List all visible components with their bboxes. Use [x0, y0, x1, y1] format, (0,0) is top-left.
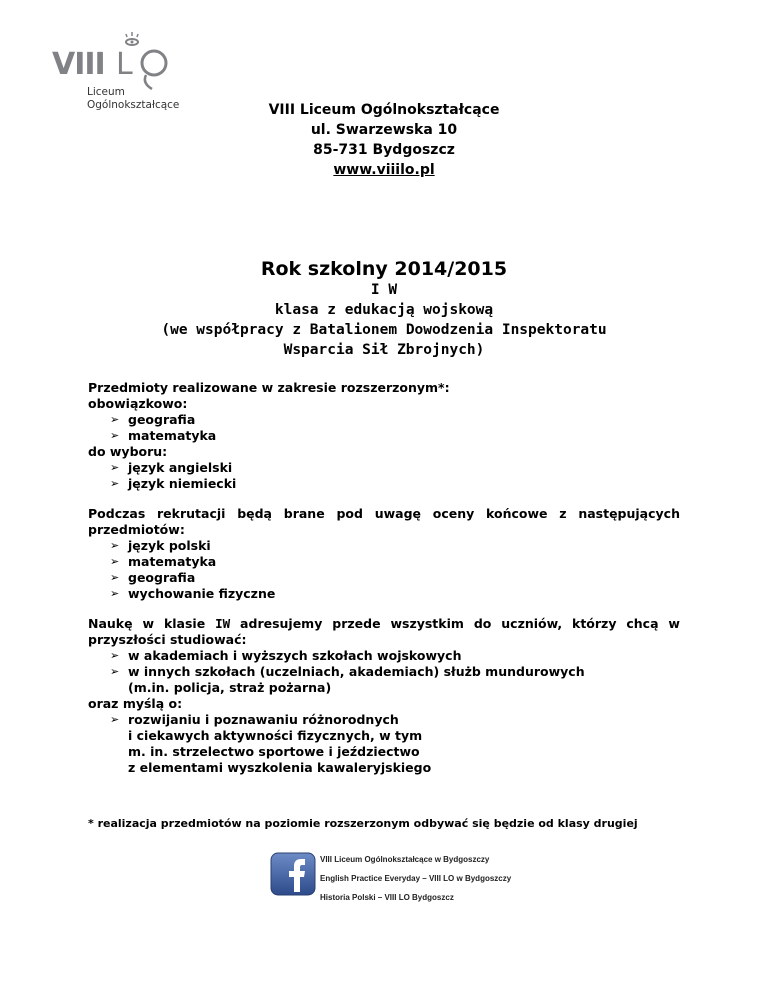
school-city: 85-731 Bydgoszcz	[313, 142, 455, 158]
class-profile: klasa z edukacją wojskową	[274, 302, 494, 318]
cooperation-line2: Wsparcia Sił Zbrojnych)	[283, 342, 485, 358]
also-cont-2: m. in. strzelectwo sportowe i jeździectwo	[128, 744, 420, 759]
extended-subjects-section	[88, 380, 680, 492]
also-list	[88, 712, 680, 728]
school-year: Rok szkolny 2014/2015	[260, 258, 508, 280]
school-name: VIII Liceum Ogólnokształcące	[268, 102, 500, 118]
arrow-bullet-icon: ➢	[110, 571, 120, 584]
viiilo-logo-icon	[50, 30, 220, 90]
arrow-bullet-icon: ➢	[110, 539, 120, 552]
facebook-link-3[interactable]: Historia Polski – VIII LO Bydgoszcz	[320, 893, 454, 902]
choice-list	[88, 460, 680, 492]
facebook-icon[interactable]	[270, 852, 316, 896]
list-item: ➢ w akademiach i wyższych szkołach wojskowych	[110, 648, 462, 663]
mandatory-label: obowiązkowo:	[88, 396, 188, 411]
arrow-bullet-icon: ➢	[110, 461, 120, 474]
footnote: * realizacja przedmiotów na poziomie rozszerzonym odbywać się będzie od klasy drugiej	[88, 817, 638, 830]
recruitment-section	[88, 506, 680, 602]
target-section	[88, 616, 680, 776]
list-item: ➢ język niemiecki	[110, 476, 237, 491]
arrow-bullet-icon: ➢	[110, 713, 120, 726]
extended-heading: Przedmioty realizowane w zakresie rozszerzonym*:	[88, 380, 450, 395]
title-block	[0, 258, 768, 360]
arrow-bullet-icon: ➢	[110, 587, 120, 600]
class-name: I W	[370, 282, 398, 298]
arrow-bullet-icon: ➢	[110, 429, 120, 442]
study-list	[88, 648, 680, 680]
logo-sub-line2: Ogólnokształcące	[87, 99, 180, 111]
arrow-bullet-icon: ➢	[110, 555, 120, 568]
school-header	[0, 100, 768, 180]
list-item: ➢ matematyka	[110, 428, 217, 443]
list-item: ➢ rozwijaniu i poznawaniu różnorodnych	[110, 712, 399, 727]
class-code: IW	[215, 616, 231, 631]
recruitment-intro: Podczas rekrutacji będą brane pod uwagę oceny końcowe z następujących przedmiotów:	[88, 506, 680, 537]
target-intro: Naukę w klasie IW adresujemy przede wszystkim do uczniów, którzy chcą w przyszłości studiować:	[88, 616, 680, 647]
cooperation-line1: (we współpracy z Batalionem Dowodzenia Inspektoratu	[161, 322, 607, 338]
list-item: ➢ język polski	[110, 538, 211, 553]
school-website-link[interactable]: www.viiilo.pl	[333, 162, 435, 178]
svg-text:VIII: VIII	[52, 47, 105, 82]
logo-sub-line1: Liceum	[87, 86, 125, 98]
mandatory-list	[88, 412, 680, 444]
arrow-bullet-icon: ➢	[110, 665, 120, 678]
recruitment-list	[88, 538, 680, 602]
also-cont-3: z elementami wyszkolenia kawaleryjskiego	[128, 760, 432, 775]
arrow-bullet-icon: ➢	[110, 413, 120, 426]
list-item: ➢ wychowanie fizyczne	[110, 586, 276, 601]
list-item: ➢ w innych szkołach (uczelniach, akademiach) służb mundurowych	[110, 664, 585, 679]
list-item: ➢ język angielski	[110, 460, 233, 475]
study-note: (m.in. policja, straż pożarna)	[128, 680, 332, 695]
list-item: ➢ matematyka	[110, 554, 217, 569]
arrow-bullet-icon: ➢	[110, 477, 120, 490]
choice-label: do wyboru:	[88, 444, 168, 459]
facebook-link-2[interactable]: English Practice Everyday – VIII LO w Bydgoszczy	[320, 874, 512, 883]
main-content	[88, 380, 680, 790]
arrow-bullet-icon: ➢	[110, 649, 120, 662]
school-street: ul. Swarzewska 10	[310, 122, 458, 138]
facebook-link-1[interactable]: VIII Liceum Ogólnokształcące w Bydgoszczy	[320, 855, 490, 864]
also-label: oraz myślą o:	[88, 696, 183, 711]
list-item: ➢ geografia	[110, 412, 196, 427]
also-cont-1: i ciekawych aktywności fizycznych, w tym	[128, 728, 423, 743]
facebook-links	[320, 850, 511, 907]
list-item: ➢ geografia	[110, 570, 196, 585]
svg-text:L: L	[116, 47, 133, 82]
